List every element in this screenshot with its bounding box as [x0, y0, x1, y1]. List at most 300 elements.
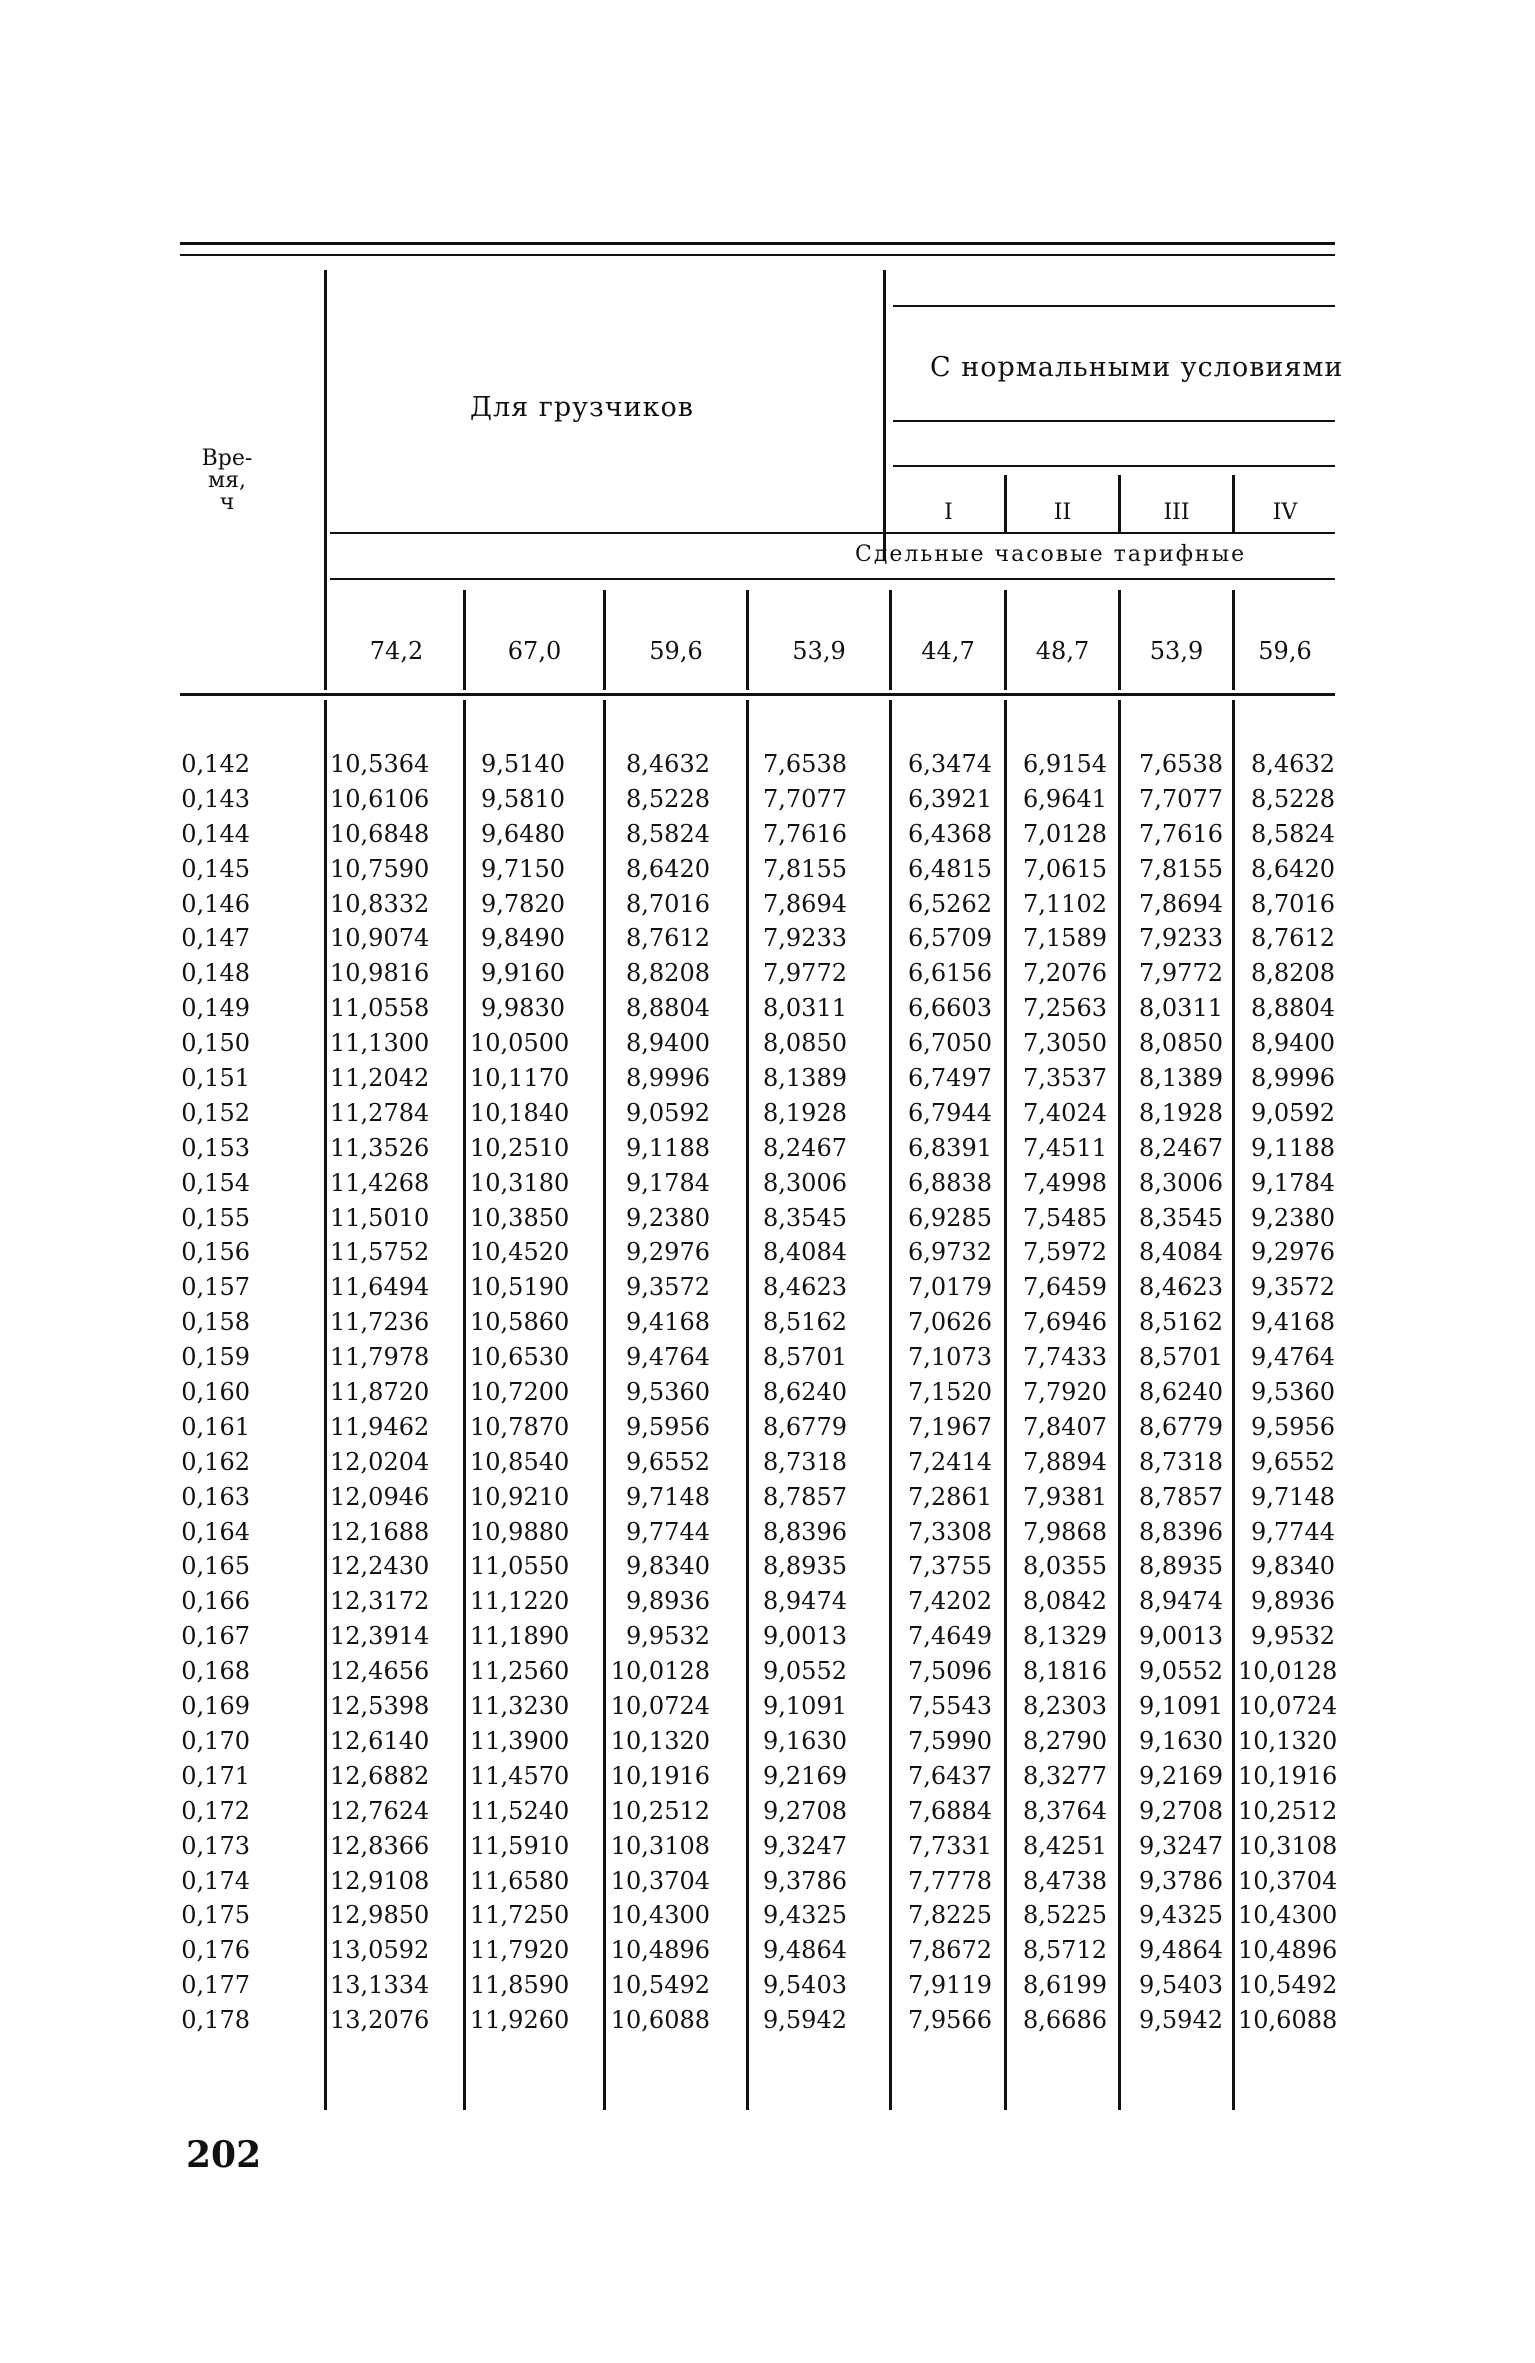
table-cell: 8,5162 — [763, 1308, 847, 1337]
table-cell: 10,4896 — [1238, 1936, 1338, 1965]
table-cell: 7,5990 — [908, 1726, 992, 1755]
table-cell: 11,8720 — [330, 1378, 430, 1407]
table-cell: 9,1784 — [1251, 1168, 1335, 1197]
table-cell: 8,6240 — [1139, 1378, 1223, 1407]
table-cell: 10,7870 — [470, 1412, 570, 1441]
category-top-rule — [893, 465, 1335, 467]
table-cell: 7,3308 — [908, 1517, 992, 1546]
table-cell: 10,3108 — [1238, 1831, 1338, 1860]
rate-3: 59,6 — [649, 637, 703, 665]
table-cell: 11,4268 — [330, 1168, 430, 1197]
table-cell: 11,1300 — [330, 1029, 430, 1058]
table-cell: 8,0311 — [763, 994, 847, 1023]
table-cell: 10,1170 — [470, 1064, 570, 1093]
table-cell: 9,5140 — [481, 750, 565, 778]
table-cell: 9,2169 — [1139, 1761, 1223, 1790]
table-cell: 10,1916 — [610, 1761, 710, 1790]
table-cell: 9,7820 — [481, 889, 565, 918]
table-cell: 7,8155 — [763, 854, 847, 883]
table-cell: 9,1784 — [626, 1168, 710, 1197]
table-cell: 8,8208 — [1251, 959, 1335, 988]
table-cell: 10,5492 — [610, 1971, 710, 2000]
table-cell: 0,177 — [181, 1971, 250, 2000]
table-cell: 7,6538 — [763, 750, 847, 778]
table-cell: 7,5096 — [908, 1657, 992, 1686]
table-cell: 12,7624 — [330, 1796, 430, 1825]
table-cell: 8,8396 — [763, 1517, 847, 1546]
table-cell: 0,168 — [181, 1657, 250, 1686]
table-cell: 8,7612 — [1251, 924, 1335, 953]
table-cell: 0,176 — [181, 1936, 250, 1965]
table-cell: 9,8490 — [481, 924, 565, 953]
table-cell: 10,4896 — [610, 1936, 710, 1965]
table-cell: 8,1389 — [1139, 1064, 1223, 1093]
table-cell: 0,163 — [181, 1482, 250, 1511]
table-cell: 11,3230 — [470, 1692, 570, 1721]
table-cell: 7,0615 — [1023, 854, 1107, 883]
body-divider-3 — [746, 700, 749, 2110]
table-cell: 8,7857 — [763, 1482, 847, 1511]
table-cell: 0,162 — [181, 1447, 250, 1476]
table-cell: 10,9816 — [330, 959, 430, 988]
header-divider-time — [324, 270, 327, 690]
table-cell: 9,7150 — [481, 854, 565, 883]
body-divider-2 — [603, 700, 606, 2110]
table-cell: 6,8391 — [908, 1133, 992, 1162]
table-cell: 12,3914 — [330, 1622, 430, 1651]
table-cell: 7,8225 — [908, 1901, 992, 1930]
table-cell: 12,9850 — [330, 1901, 430, 1930]
table-cell: 12,0204 — [330, 1447, 430, 1476]
table-cell: 8,8208 — [626, 959, 710, 988]
table-cell: 8,4738 — [1023, 1866, 1107, 1895]
table-cell: 7,7616 — [1139, 819, 1223, 848]
header-divider-groups — [883, 270, 886, 560]
table-cell: 0,159 — [181, 1343, 250, 1372]
table-cell: 9,3247 — [1139, 1831, 1223, 1860]
table-cell: 8,6779 — [1139, 1412, 1223, 1441]
table-cell: 10,3108 — [610, 1831, 710, 1860]
table-cell: 9,5403 — [1139, 1971, 1223, 2000]
table-cell: 0,171 — [181, 1761, 250, 1790]
table-cell: 11,7250 — [470, 1901, 570, 1930]
table-cell: 0,160 — [181, 1378, 250, 1407]
table-cell: 10,6106 — [330, 784, 430, 813]
table-cell: 9,5956 — [1251, 1412, 1335, 1441]
table-cell: 9,6480 — [481, 819, 565, 848]
table-cell: 7,8694 — [1139, 889, 1223, 918]
time-column — [178, 747, 250, 2038]
table-cell: 7,6946 — [1023, 1308, 1107, 1337]
rate-divider-2 — [603, 590, 606, 690]
table-cell: 0,172 — [181, 1796, 250, 1825]
table-cell: 8,3545 — [763, 1203, 847, 1232]
table-cell: 8,0842 — [1023, 1587, 1107, 1616]
table-cell: 11,9462 — [330, 1412, 430, 1441]
table-cell: 7,9233 — [763, 924, 847, 953]
page-number: 202 — [186, 2134, 262, 2176]
time-header: Вре- мя, ч — [201, 446, 253, 515]
table-cell: 8,3277 — [1023, 1761, 1107, 1790]
table-cell: 7,7778 — [908, 1866, 992, 1895]
table-cell: 9,9532 — [1251, 1622, 1335, 1651]
table-cell: 9,5810 — [481, 784, 565, 813]
table-cell: 11,1220 — [470, 1587, 570, 1616]
rate-53-9-normal-column — [1124, 747, 1223, 2038]
table-cell: 9,3786 — [1139, 1866, 1223, 1895]
table-cell: 8,4623 — [1139, 1273, 1223, 1302]
table-cell: 0,158 — [181, 1308, 250, 1337]
table-cell: 7,2414 — [908, 1447, 992, 1476]
table-cell: 6,9641 — [1023, 784, 1107, 813]
table-cell: 9,7744 — [626, 1517, 710, 1546]
table-cell: 10,1320 — [610, 1726, 710, 1755]
table-cell: 0,148 — [181, 959, 250, 988]
piecework-bottom-rule — [330, 578, 1335, 580]
table-cell: 8,0311 — [1139, 994, 1223, 1023]
table-cell: 12,4656 — [330, 1657, 430, 1686]
table-cell: 9,1630 — [763, 1726, 847, 1755]
table-cell: 9,5403 — [763, 1971, 847, 2000]
table-cell: 0,146 — [181, 889, 250, 918]
table-cell: 0,157 — [181, 1273, 250, 1302]
table-cell: 9,1630 — [1139, 1726, 1223, 1755]
table-cell: 0,142 — [181, 750, 250, 778]
normal-conditions-header: С нормальными условиями — [930, 352, 1344, 383]
table-cell: 9,2169 — [763, 1761, 847, 1790]
table-cell: 7,8407 — [1023, 1412, 1107, 1441]
table-cell: 9,1188 — [626, 1133, 710, 1162]
table-cell: 8,3545 — [1139, 1203, 1223, 1232]
table-cell: 9,4764 — [1251, 1343, 1335, 1372]
table-cell: 8,1816 — [1023, 1657, 1107, 1686]
table-cell: 8,9996 — [1251, 1064, 1335, 1093]
table-cell: 0,170 — [181, 1726, 250, 1755]
table-cell: 9,1188 — [1251, 1133, 1335, 1162]
table-cell: 9,2708 — [763, 1796, 847, 1825]
table-cell: 11,5010 — [330, 1203, 430, 1232]
table-cell: 10,4300 — [610, 1901, 710, 1930]
table-cell: 10,0128 — [610, 1657, 710, 1686]
table-cell: 9,6552 — [1251, 1447, 1335, 1476]
table-cell: 8,4084 — [763, 1238, 847, 1267]
rate-4: 53,9 — [792, 637, 846, 665]
table-cell: 7,8672 — [908, 1936, 992, 1965]
table-cell: 7,7331 — [908, 1831, 992, 1860]
category-label-1: I — [944, 500, 953, 525]
table-cell: 7,5543 — [908, 1692, 992, 1721]
table-cell: 8,7016 — [1251, 889, 1335, 918]
table-cell: 8,5701 — [763, 1343, 847, 1372]
table-cell: 6,4368 — [908, 819, 992, 848]
table-cell: 9,0592 — [626, 1098, 710, 1127]
table-cell: 10,8332 — [330, 889, 430, 918]
table-cell: 9,3247 — [763, 1831, 847, 1860]
table-cell: 9,0552 — [763, 1657, 847, 1686]
table-cell: 8,3006 — [763, 1168, 847, 1197]
table-cell: 9,6552 — [626, 1447, 710, 1476]
table-cell: 7,5485 — [1023, 1203, 1107, 1232]
table-cell: 8,6199 — [1023, 1971, 1107, 2000]
table-cell: 8,2467 — [763, 1133, 847, 1162]
table-cell: 9,0013 — [763, 1622, 847, 1651]
table-cell: 8,2790 — [1023, 1726, 1107, 1755]
table-cell: 9,5360 — [1251, 1378, 1335, 1407]
table-cell: 8,8396 — [1139, 1517, 1223, 1546]
table-cell: 7,9772 — [1139, 959, 1223, 988]
table-cell: 8,1928 — [763, 1098, 847, 1127]
table-cell: 7,6437 — [908, 1761, 992, 1790]
table-cell: 6,5709 — [908, 924, 992, 953]
table-cell: 11,5240 — [470, 1796, 570, 1825]
table-cell: 9,4325 — [1139, 1901, 1223, 1930]
table-cell: 9,0592 — [1251, 1098, 1335, 1127]
table-cell: 10,7590 — [330, 854, 430, 883]
rate-divider-7 — [1232, 590, 1235, 690]
table-cell: 0,175 — [181, 1901, 250, 1930]
table-cell: 8,5824 — [626, 819, 710, 848]
table-cell: 7,0128 — [1023, 819, 1107, 848]
table-cell: 7,6459 — [1023, 1273, 1107, 1302]
table-cell: 9,8340 — [626, 1552, 710, 1581]
table-cell: 9,5360 — [626, 1378, 710, 1407]
table-cell: 12,9108 — [330, 1866, 430, 1895]
table-cell: 8,4632 — [1251, 750, 1335, 778]
table-cell: 10,7200 — [470, 1378, 570, 1407]
table-cell: 7,1520 — [908, 1378, 992, 1407]
table-cell: 7,0626 — [908, 1308, 992, 1337]
table-cell: 9,2976 — [626, 1238, 710, 1267]
table-cell: 8,3764 — [1023, 1796, 1107, 1825]
table-cell: 6,3474 — [908, 750, 992, 778]
table-cell: 0,178 — [181, 2006, 250, 2035]
table-cell: 8,6779 — [763, 1412, 847, 1441]
table-cell: 8,5162 — [1139, 1308, 1223, 1337]
table-cell: 6,6603 — [908, 994, 992, 1023]
table-cell: 10,0500 — [470, 1029, 570, 1058]
table-cell: 7,7433 — [1023, 1343, 1107, 1372]
table-cell: 8,6420 — [1251, 854, 1335, 883]
table-cell: 10,4300 — [1238, 1901, 1338, 1930]
table-cell: 7,4998 — [1023, 1168, 1107, 1197]
table-cell: 0,144 — [181, 819, 250, 848]
table-cell: 10,3180 — [470, 1168, 570, 1197]
table-cell: 7,9772 — [763, 959, 847, 988]
body-divider-0 — [324, 700, 327, 2110]
table-cell: 9,1091 — [1139, 1692, 1223, 1721]
table-cell: 11,7920 — [470, 1936, 570, 1965]
table-cell: 0,166 — [181, 1587, 250, 1616]
table-cell: 10,9074 — [330, 924, 430, 953]
rate-divider-1 — [463, 590, 466, 690]
top-rule-thin — [180, 254, 1335, 256]
table-cell: 9,4168 — [1251, 1308, 1335, 1337]
table-cell: 12,8366 — [330, 1831, 430, 1860]
table-cell: 7,4202 — [908, 1587, 992, 1616]
table-cell: 0,174 — [181, 1866, 250, 1895]
table-cell: 8,6686 — [1023, 2006, 1107, 2035]
category-label-2: II — [1053, 500, 1072, 525]
piecework-header: Сдельные часовые тарифные — [855, 542, 1247, 567]
table-cell: 10,6088 — [610, 2006, 710, 2035]
table-cell: 9,3572 — [626, 1273, 710, 1302]
table-cell: 9,4168 — [626, 1308, 710, 1337]
table-cell: 8,1928 — [1139, 1098, 1223, 1127]
rate-74-2-column — [330, 747, 430, 2038]
table-cell: 7,1073 — [908, 1343, 992, 1372]
table-cell: 6,3921 — [908, 784, 992, 813]
table-cell: 9,8936 — [1251, 1587, 1335, 1616]
body-divider-7 — [1232, 700, 1235, 2110]
table-cell: 9,0013 — [1139, 1622, 1223, 1651]
table-cell: 10,0724 — [610, 1692, 710, 1721]
table-cell: 10,3850 — [470, 1203, 570, 1232]
rate-5: 44,7 — [921, 637, 975, 665]
table-cell: 8,4251 — [1023, 1831, 1107, 1860]
table-cell: 0,152 — [181, 1098, 250, 1127]
table-cell: 12,5398 — [330, 1692, 430, 1721]
normal-top-rule — [893, 305, 1335, 307]
rate-8: 59,6 — [1258, 637, 1312, 665]
table-cell: 10,4520 — [470, 1238, 570, 1267]
table-cell: 7,7616 — [763, 819, 847, 848]
table-cell: 9,2380 — [1251, 1203, 1335, 1232]
table-cell: 8,0850 — [1139, 1029, 1223, 1058]
table-cell: 8,5228 — [626, 784, 710, 813]
rate-53-9-column — [752, 747, 847, 2038]
table-cell: 13,1334 — [330, 1971, 430, 2000]
table-cell: 7,6884 — [908, 1796, 992, 1825]
table-cell: 10,9210 — [470, 1482, 570, 1511]
table-cell: 6,9285 — [908, 1203, 992, 1232]
table-cell: 11,2560 — [470, 1657, 570, 1686]
table-cell: 8,8804 — [626, 994, 710, 1023]
body-divider-4 — [889, 700, 892, 2110]
table-cell: 11,3526 — [330, 1133, 430, 1162]
table-cell: 10,5860 — [470, 1308, 570, 1337]
table-cell: 7,0179 — [908, 1273, 992, 1302]
table-cell: 9,4764 — [626, 1343, 710, 1372]
table-cell: 9,0552 — [1139, 1657, 1223, 1686]
rate-divider-3 — [746, 590, 749, 690]
table-cell: 11,9260 — [470, 2006, 570, 2035]
table-cell: 7,2076 — [1023, 959, 1107, 988]
table-cell: 0,155 — [181, 1203, 250, 1232]
table-cell: 8,0355 — [1023, 1552, 1107, 1581]
table-cell: 9,3786 — [763, 1866, 847, 1895]
rate-6: 48,7 — [1035, 637, 1090, 665]
table-cell: 10,5492 — [1238, 1971, 1338, 2000]
body-divider-1 — [463, 700, 466, 2110]
table-cell: 6,8838 — [908, 1168, 992, 1197]
table-cell: 8,5225 — [1023, 1901, 1107, 1930]
table-cell: 6,7497 — [908, 1064, 992, 1093]
table-cell: 7,1102 — [1023, 889, 1107, 918]
table-cell: 6,6156 — [908, 959, 992, 988]
table-cell: 7,9381 — [1023, 1482, 1107, 1511]
loaders-header: Для грузчиков — [470, 392, 694, 423]
rate-67-0-column — [470, 747, 570, 2038]
table-cell: 6,7944 — [908, 1098, 992, 1127]
table-cell: 12,3172 — [330, 1587, 430, 1616]
table-cell: 11,4570 — [470, 1761, 570, 1790]
table-cell: 10,3704 — [1238, 1866, 1338, 1895]
table-cell: 9,9830 — [481, 994, 565, 1023]
table-cell: 0,165 — [181, 1552, 250, 1581]
table-cell: 7,4511 — [1023, 1133, 1107, 1162]
table-cell: 12,6882 — [330, 1761, 430, 1790]
table-cell: 8,5701 — [1139, 1343, 1223, 1372]
table-cell: 11,5752 — [330, 1238, 430, 1267]
table-cell: 8,8804 — [1251, 994, 1335, 1023]
rate-divider-4 — [889, 590, 892, 690]
table-cell: 8,1329 — [1023, 1622, 1107, 1651]
table-cell: 9,4325 — [763, 1901, 847, 1930]
table-cell: 0,156 — [181, 1238, 250, 1267]
table-cell: 10,8540 — [470, 1447, 570, 1476]
table-cell: 7,8894 — [1023, 1447, 1107, 1476]
table-cell: 9,8936 — [626, 1587, 710, 1616]
table-cell: 7,4024 — [1023, 1098, 1107, 1127]
table-cell: 0,167 — [181, 1622, 250, 1651]
table-cell: 11,5910 — [470, 1831, 570, 1860]
table-cell: 8,9400 — [1251, 1029, 1335, 1058]
table-cell: 11,2784 — [330, 1098, 430, 1127]
table-cell: 0,169 — [181, 1692, 250, 1721]
table-cell: 10,5190 — [470, 1273, 570, 1302]
table-cell: 10,3704 — [610, 1866, 710, 1895]
table-cell: 8,5712 — [1023, 1936, 1107, 1965]
table-cell: 7,9566 — [908, 2006, 992, 2035]
table-cell: 7,8694 — [763, 889, 847, 918]
table-cell: 10,2512 — [1238, 1796, 1338, 1825]
table-cell: 6,9154 — [1023, 750, 1107, 778]
table-cell: 0,164 — [181, 1517, 250, 1546]
table-cell: 9,4864 — [1139, 1936, 1223, 1965]
table-cell: 7,2861 — [908, 1482, 992, 1511]
table-cell: 7,5972 — [1023, 1238, 1107, 1267]
table-cell: 10,6088 — [1238, 2006, 1338, 2035]
table-cell: 11,0558 — [330, 994, 430, 1023]
table-cell: 8,2467 — [1139, 1133, 1223, 1162]
normal-bottom-rule — [893, 420, 1335, 422]
rate-48-7-column — [1010, 747, 1107, 2038]
body-divider-6 — [1118, 700, 1121, 2110]
table-cell: 0,145 — [181, 854, 250, 883]
table-cell: 11,6494 — [330, 1273, 430, 1302]
category-label-4: IV — [1272, 500, 1298, 525]
table-cell: 7,8155 — [1139, 854, 1223, 883]
table-cell: 11,6580 — [470, 1866, 570, 1895]
table-cell: 8,7857 — [1139, 1482, 1223, 1511]
table-cell: 0,173 — [181, 1831, 250, 1860]
table-cell: 8,0850 — [763, 1029, 847, 1058]
category-label-3: III — [1163, 500, 1190, 525]
table-cell: 0,149 — [181, 994, 250, 1023]
table-cell: 7,3755 — [908, 1552, 992, 1581]
table-cell: 9,7148 — [626, 1482, 710, 1511]
rate-1: 74,2 — [369, 637, 424, 665]
table-cell: 9,3572 — [1251, 1273, 1335, 1302]
table-cell: 8,3006 — [1139, 1168, 1223, 1197]
body-divider-5 — [1004, 700, 1007, 2110]
table-cell: 10,6530 — [470, 1343, 570, 1372]
table-cell: 8,4632 — [626, 750, 710, 778]
table-cell: 8,7016 — [626, 889, 710, 918]
table-cell: 9,2708 — [1139, 1796, 1223, 1825]
table-cell: 11,7236 — [330, 1308, 430, 1337]
rate-2: 67,0 — [507, 637, 562, 665]
